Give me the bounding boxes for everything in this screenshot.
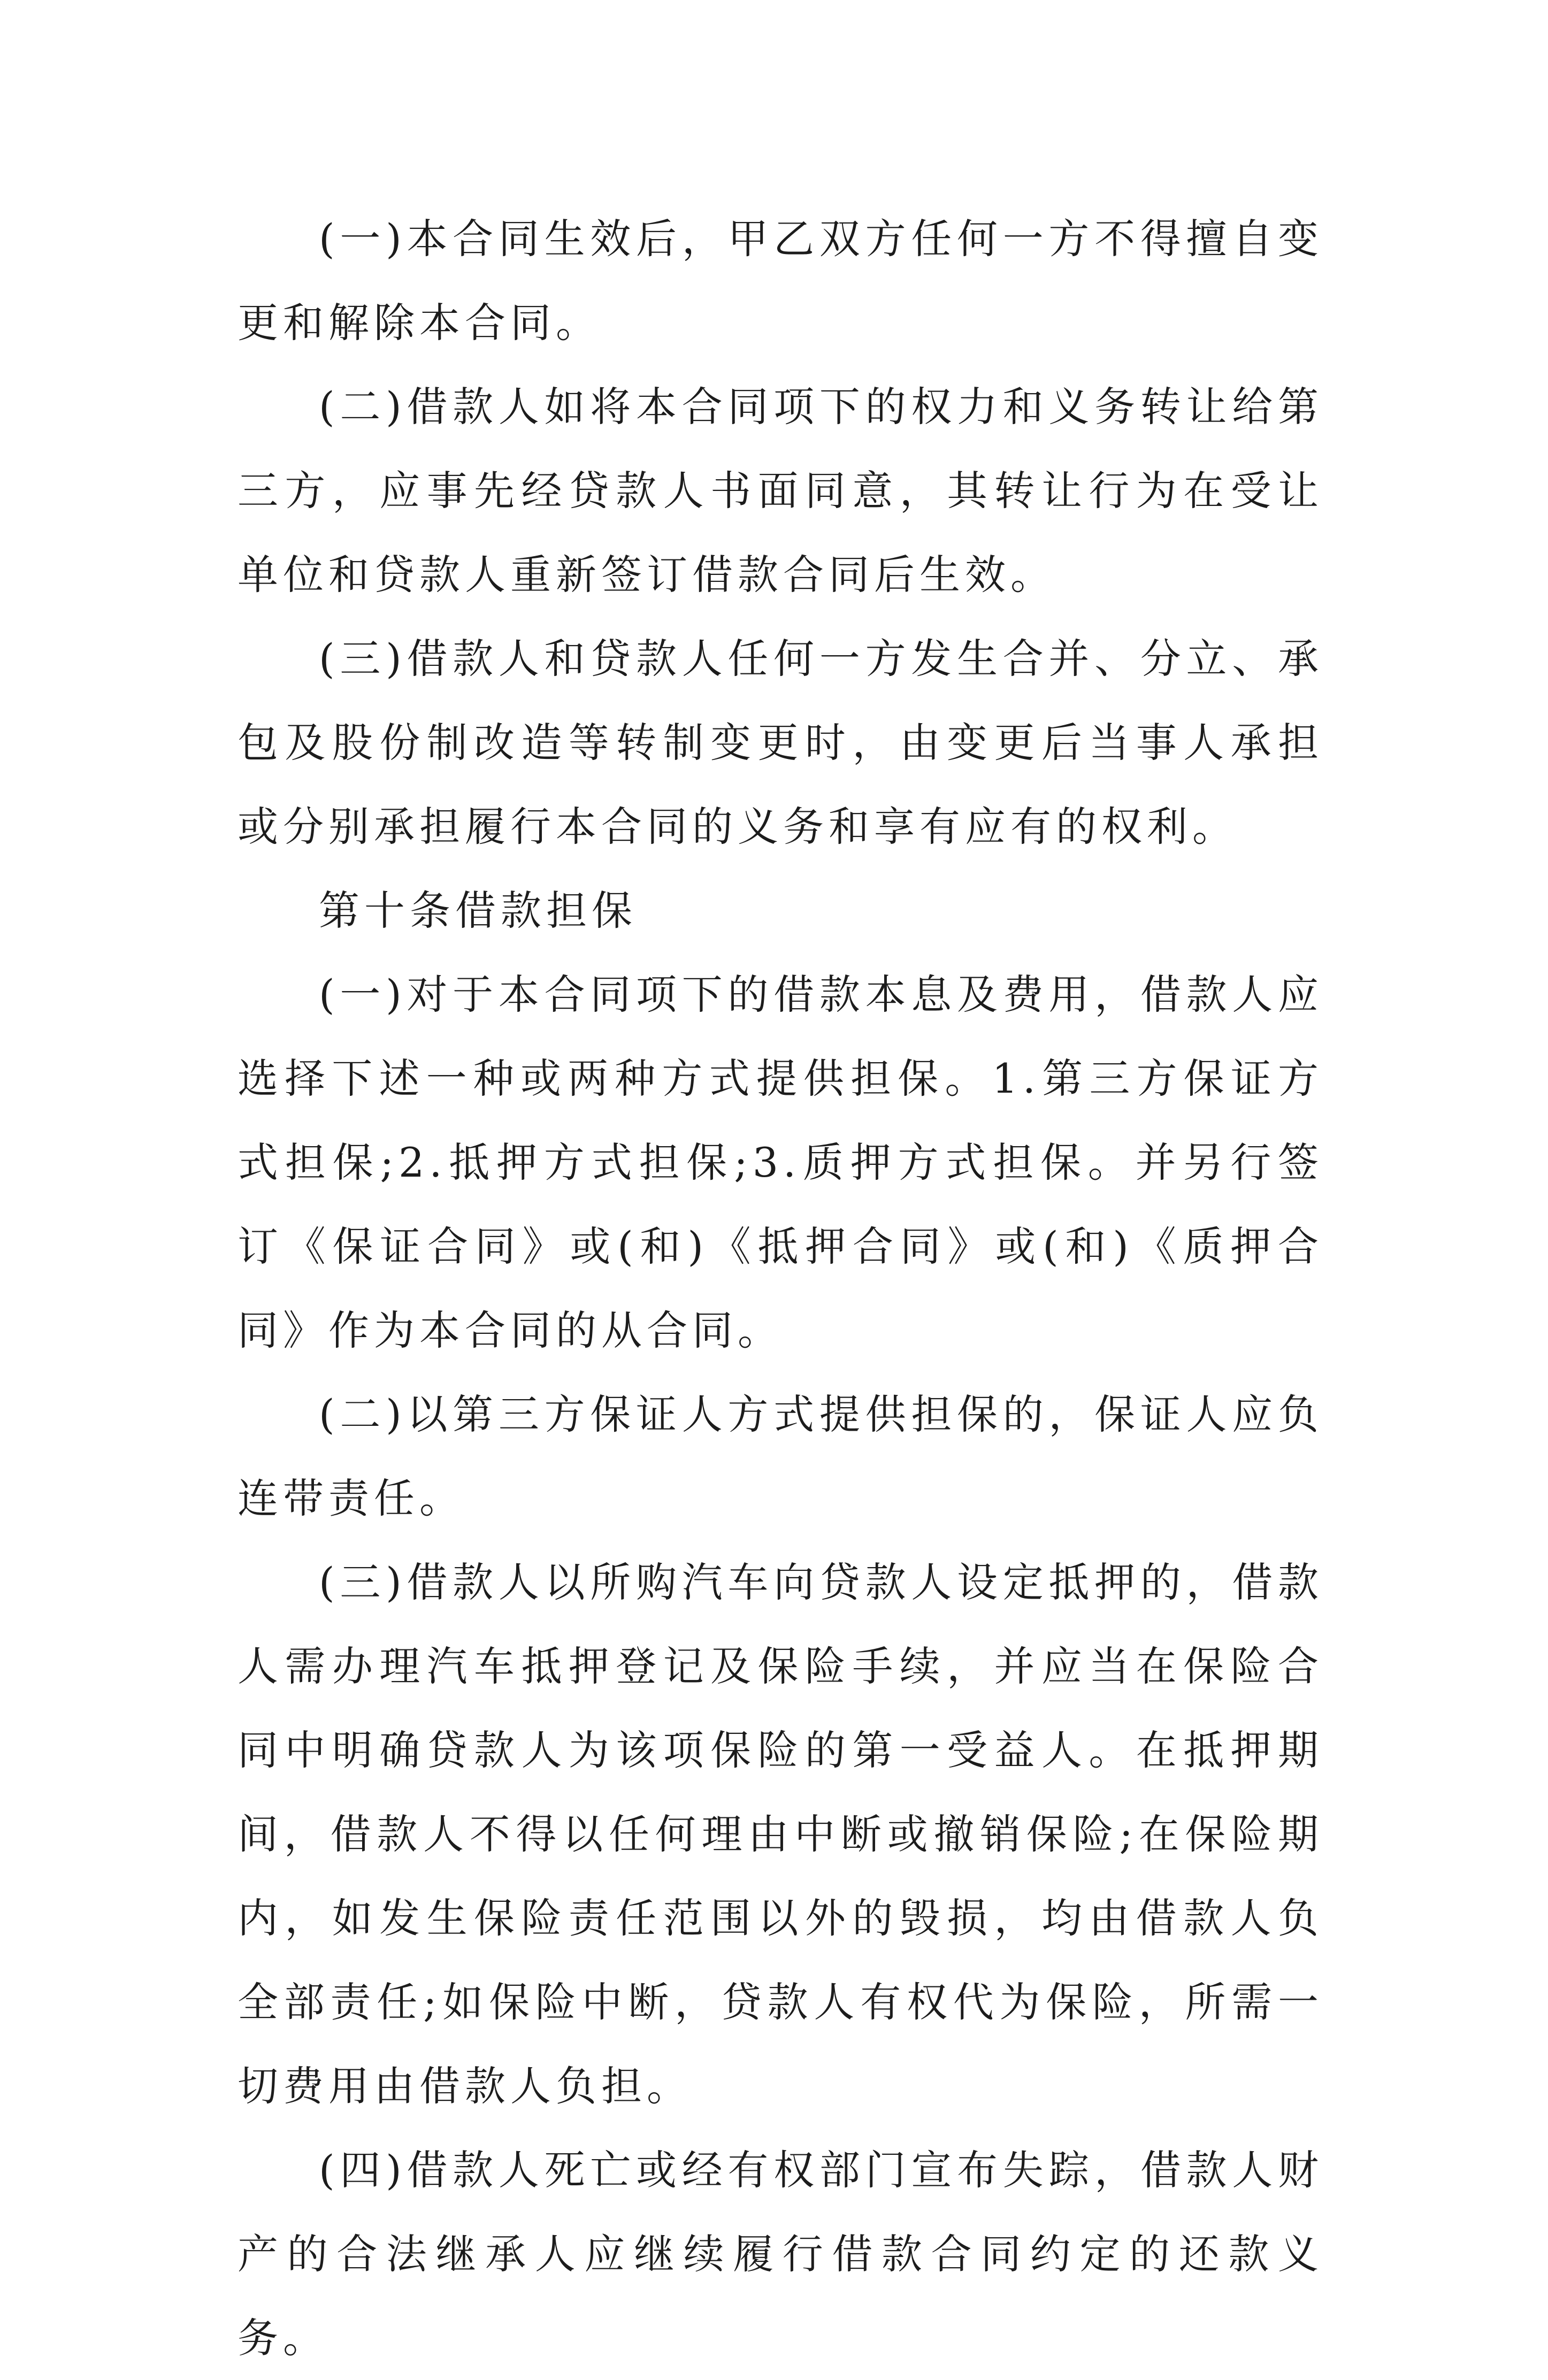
article-10-heading: 第十条借款担保: [319, 887, 637, 934]
paragraph-guarantee-1: (一)对于本合同项下的借款本息及费用，借款人应选择下述一种或两种方式提供担保。1.第三方保证方式担保;2.抵押方式担保;3.质押方式担保。并另行签订《保证合同》或(和)《抵押合同》或(和)《质押合同》作为本合同的从合同。: [237, 971, 1323, 1354]
paragraph-clause-3: (三)借款人和贷款人任何一方发生合并、分立、承包及股份制改造等转制变更时，由变更后当事人承担或分别承担履行本合同的义务和享有应有的权利。: [237, 635, 1323, 850]
paragraph-clause-2: (二)借款人如将本合同项下的权力和义务转让给第三方，应事先经贷款人书面同意，其转让行为在受让单位和贷款人重新签订借款合同后生效。: [237, 383, 1323, 598]
paragraph-guarantee-4: (四)借款人死亡或经有权部门宣布失踪，借款人财产的合法继承人应继续履行借款合同约定的还款义务。: [237, 2146, 1323, 2362]
paragraph-guarantee-2: (二)以第三方保证人方式提供担保的，保证人应负连带责任。: [237, 1391, 1323, 1522]
paragraph-clause-1: (一)本合同生效后，甲乙双方任何一方不得擅自变更和解除本合同。: [237, 215, 1323, 347]
paragraph-guarantee-3: (三)借款人以所购汽车向贷款人设定抵押的，借款人需办理汽车抵押登记及保险手续，并应当在保险合同中明确贷款人为该项保险的第一受益人。在抵押期间，借款人不得以任何理由中断或撤销保险;在保险期内，如发生保险责任范围以外的毁损，均由借款人负全部责任;如保险中断，贷款人有权代为保险，所需一切费用由借款人负担。: [237, 1558, 1323, 2110]
document-body: [237, 197, 1323, 2380]
